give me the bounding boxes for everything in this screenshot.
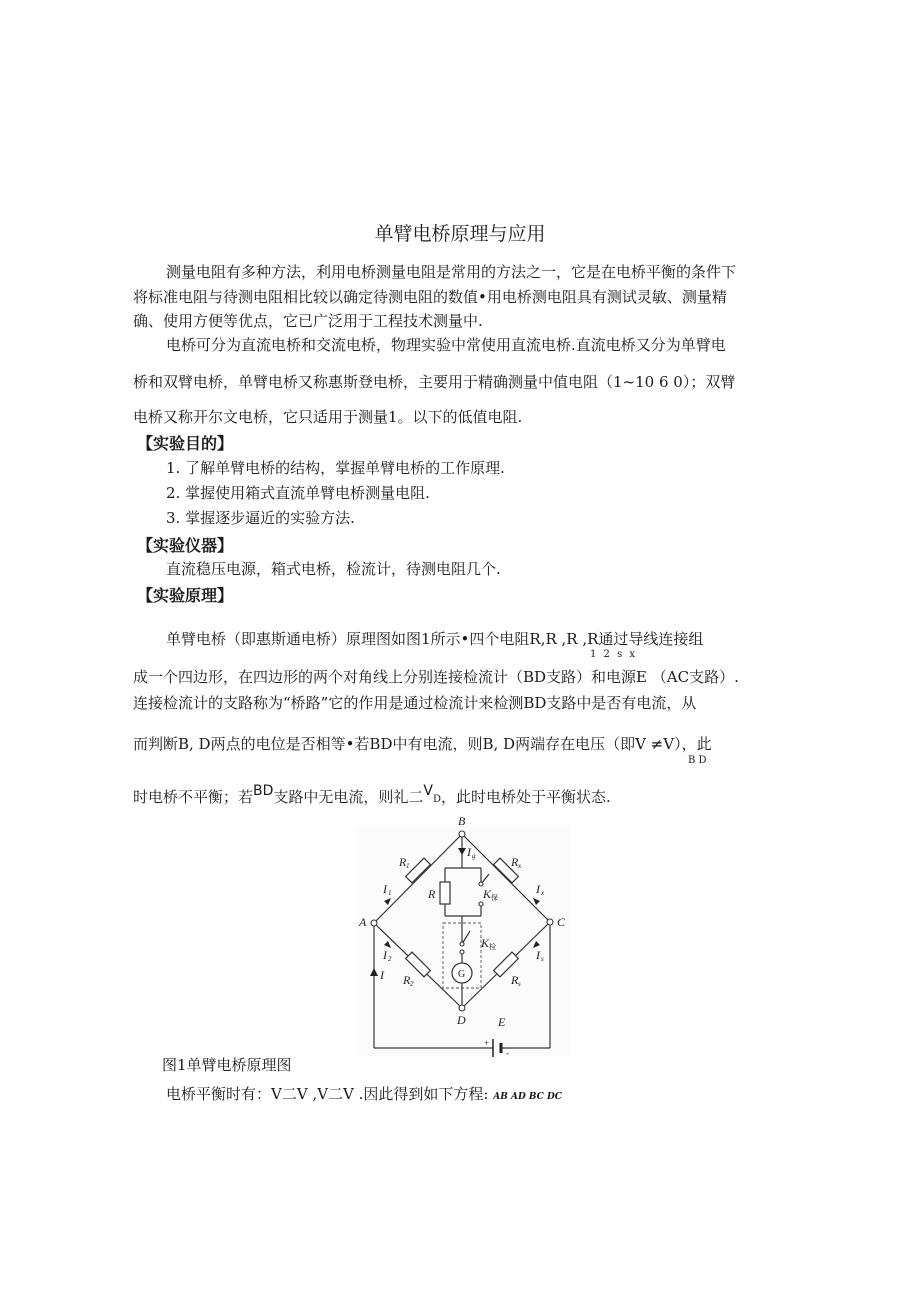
intro-line-1: 测量电阻有多种方法，利用电桥测量电阻是常用的方法之一，它是在电桥平衡的条件下 — [166, 263, 737, 281]
principle-line-5-bd: BD — [253, 783, 274, 799]
label-plus: + — [484, 1038, 490, 1048]
label-i2: I — [383, 948, 387, 962]
switch-k-mid-contact — [460, 950, 464, 954]
resistor-r-protective — [440, 882, 450, 904]
intro-line-3: 确、使用方便等优点，它已广泛用于工程技术测量中. — [133, 312, 483, 330]
principle-line-4-subscripts: B D — [688, 755, 707, 766]
label-r-protective: R — [428, 887, 436, 901]
purpose-item-1: 1. 了解单臂电桥的结构，掌握单臂电桥的工作原理. — [166, 459, 505, 477]
label-d: D — [457, 1013, 466, 1027]
label-k-top: K — [483, 887, 492, 901]
instruments-text: 直流稳压电源，箱式电桥，检流计，待测电阻几个. — [166, 560, 501, 578]
principle-line-5-v: V — [423, 783, 433, 799]
principle-line-5-part-c: ，此时电桥处于平衡状态. — [441, 788, 611, 806]
figure-caption: 图1单臂电桥原理图 — [162, 1056, 292, 1074]
label-ix-sub: x — [541, 889, 545, 897]
label-is-sub: s — [541, 955, 544, 963]
purpose-item-2: 2. 掌握使用箱式直流单臂电桥测量电阻. — [166, 484, 430, 502]
label-rx: R — [511, 855, 519, 869]
switch-k-top-contact — [479, 902, 483, 906]
page-title: 单臂电桥原理与应用 — [374, 223, 546, 245]
label-b: B — [458, 814, 466, 828]
switch-k-mid-pivot — [460, 942, 464, 946]
principle-line-2: 成一个四边形，在四边形的两个对角线上分别连接检流计（BD支路）和电源E （AC支路）. — [133, 668, 739, 686]
label-r1-sub: 1 — [406, 862, 410, 870]
label-rx-sub: x — [518, 862, 522, 870]
principle-line-5-part-b: 支路中无电流，则礼二 — [273, 788, 424, 806]
node-d — [459, 1005, 465, 1011]
instruments-heading: 【实验仪器】 — [137, 536, 234, 555]
label-k-mid-sub: 检 — [489, 943, 496, 951]
intro-line-4: 电桥可分为直流电桥和交流电桥，物理实验中常使用直流电桥.直流电桥又分为单臂电 — [166, 336, 726, 354]
principle-line-1-subscripts: 1 2 s x — [590, 649, 638, 660]
principle-line-5 — [133, 783, 611, 810]
node-c — [547, 919, 553, 925]
label-rs: R — [511, 973, 519, 987]
label-i2-sub: 2 — [388, 955, 392, 963]
label-is: I — [536, 948, 540, 962]
intro-line-6: 电桥又称开尔文电桥，它只适用于测量1。以下的低值电阻. — [133, 408, 523, 426]
label-i1: I — [383, 882, 387, 896]
balance-condition — [166, 1084, 562, 1107]
label-c: C — [557, 915, 566, 929]
principle-line-5-part-a: 时电桥不平衡；若 — [133, 788, 254, 806]
label-r1: R — [399, 855, 407, 869]
label-ix: I — [536, 882, 540, 896]
node-a — [371, 920, 377, 926]
principle-line-1: 单臂电桥（即惠斯通电桥）原理图如图1所示•四个电阻R,R ,R ,R通过导线连接组 — [166, 630, 704, 648]
purpose-heading: 【实验目的】 — [137, 434, 234, 453]
node-b — [459, 831, 465, 837]
principle-heading: 【实验原理】 — [137, 586, 234, 605]
principle-line-3: 连接检流计的支路称为“桥路”它的作用是通过检流计来检测BD支路中是否有电流，从 — [133, 694, 697, 712]
label-i: I — [380, 968, 384, 982]
label-k-mid: K — [481, 936, 490, 950]
label-k-top-sub: 保 — [491, 894, 498, 902]
label-r2-sub: 2 — [410, 980, 414, 988]
label-ig: I — [467, 845, 471, 859]
principle-line-4: 而判断B, D两点的电位是否相等•若BD中有电流，则B, D两端存在电压（即V ≠V），此 — [133, 735, 712, 753]
label-g: G — [458, 969, 466, 980]
label-rs-sub: s — [518, 980, 521, 988]
bridge-circuit-diagram — [355, 814, 570, 1058]
label-i1-sub: 1 — [388, 889, 392, 897]
label-e: E — [498, 1015, 506, 1029]
intro-line-2: 将标准电阻与待测电阻相比较以确定待测电阻的数值•用电桥测电阻具有测试灵敏、测量精 — [133, 288, 727, 306]
balance-condition-text: 电桥平衡时有：V二V ,V二V .因此得到如下方程: — [166, 1085, 489, 1103]
intro-line-5: 桥和双臂电桥，单臂电桥又称惠斯登电桥，主要用于精确测量中值电阻（1~10 6 0）；双臂 — [133, 373, 736, 391]
balance-condition-subscripts: AB AD BC DC — [493, 1092, 562, 1102]
label-r2: R — [403, 973, 411, 987]
label-minus: - — [506, 1048, 509, 1058]
label-a: A — [359, 915, 367, 929]
label-ig-sub: g — [472, 852, 476, 860]
switch-k-top-pivot — [479, 882, 483, 886]
purpose-item-3: 3. 掌握逐步逼近的实验方法. — [166, 509, 355, 527]
principle-line-5-v-subscript: D — [433, 794, 442, 805]
